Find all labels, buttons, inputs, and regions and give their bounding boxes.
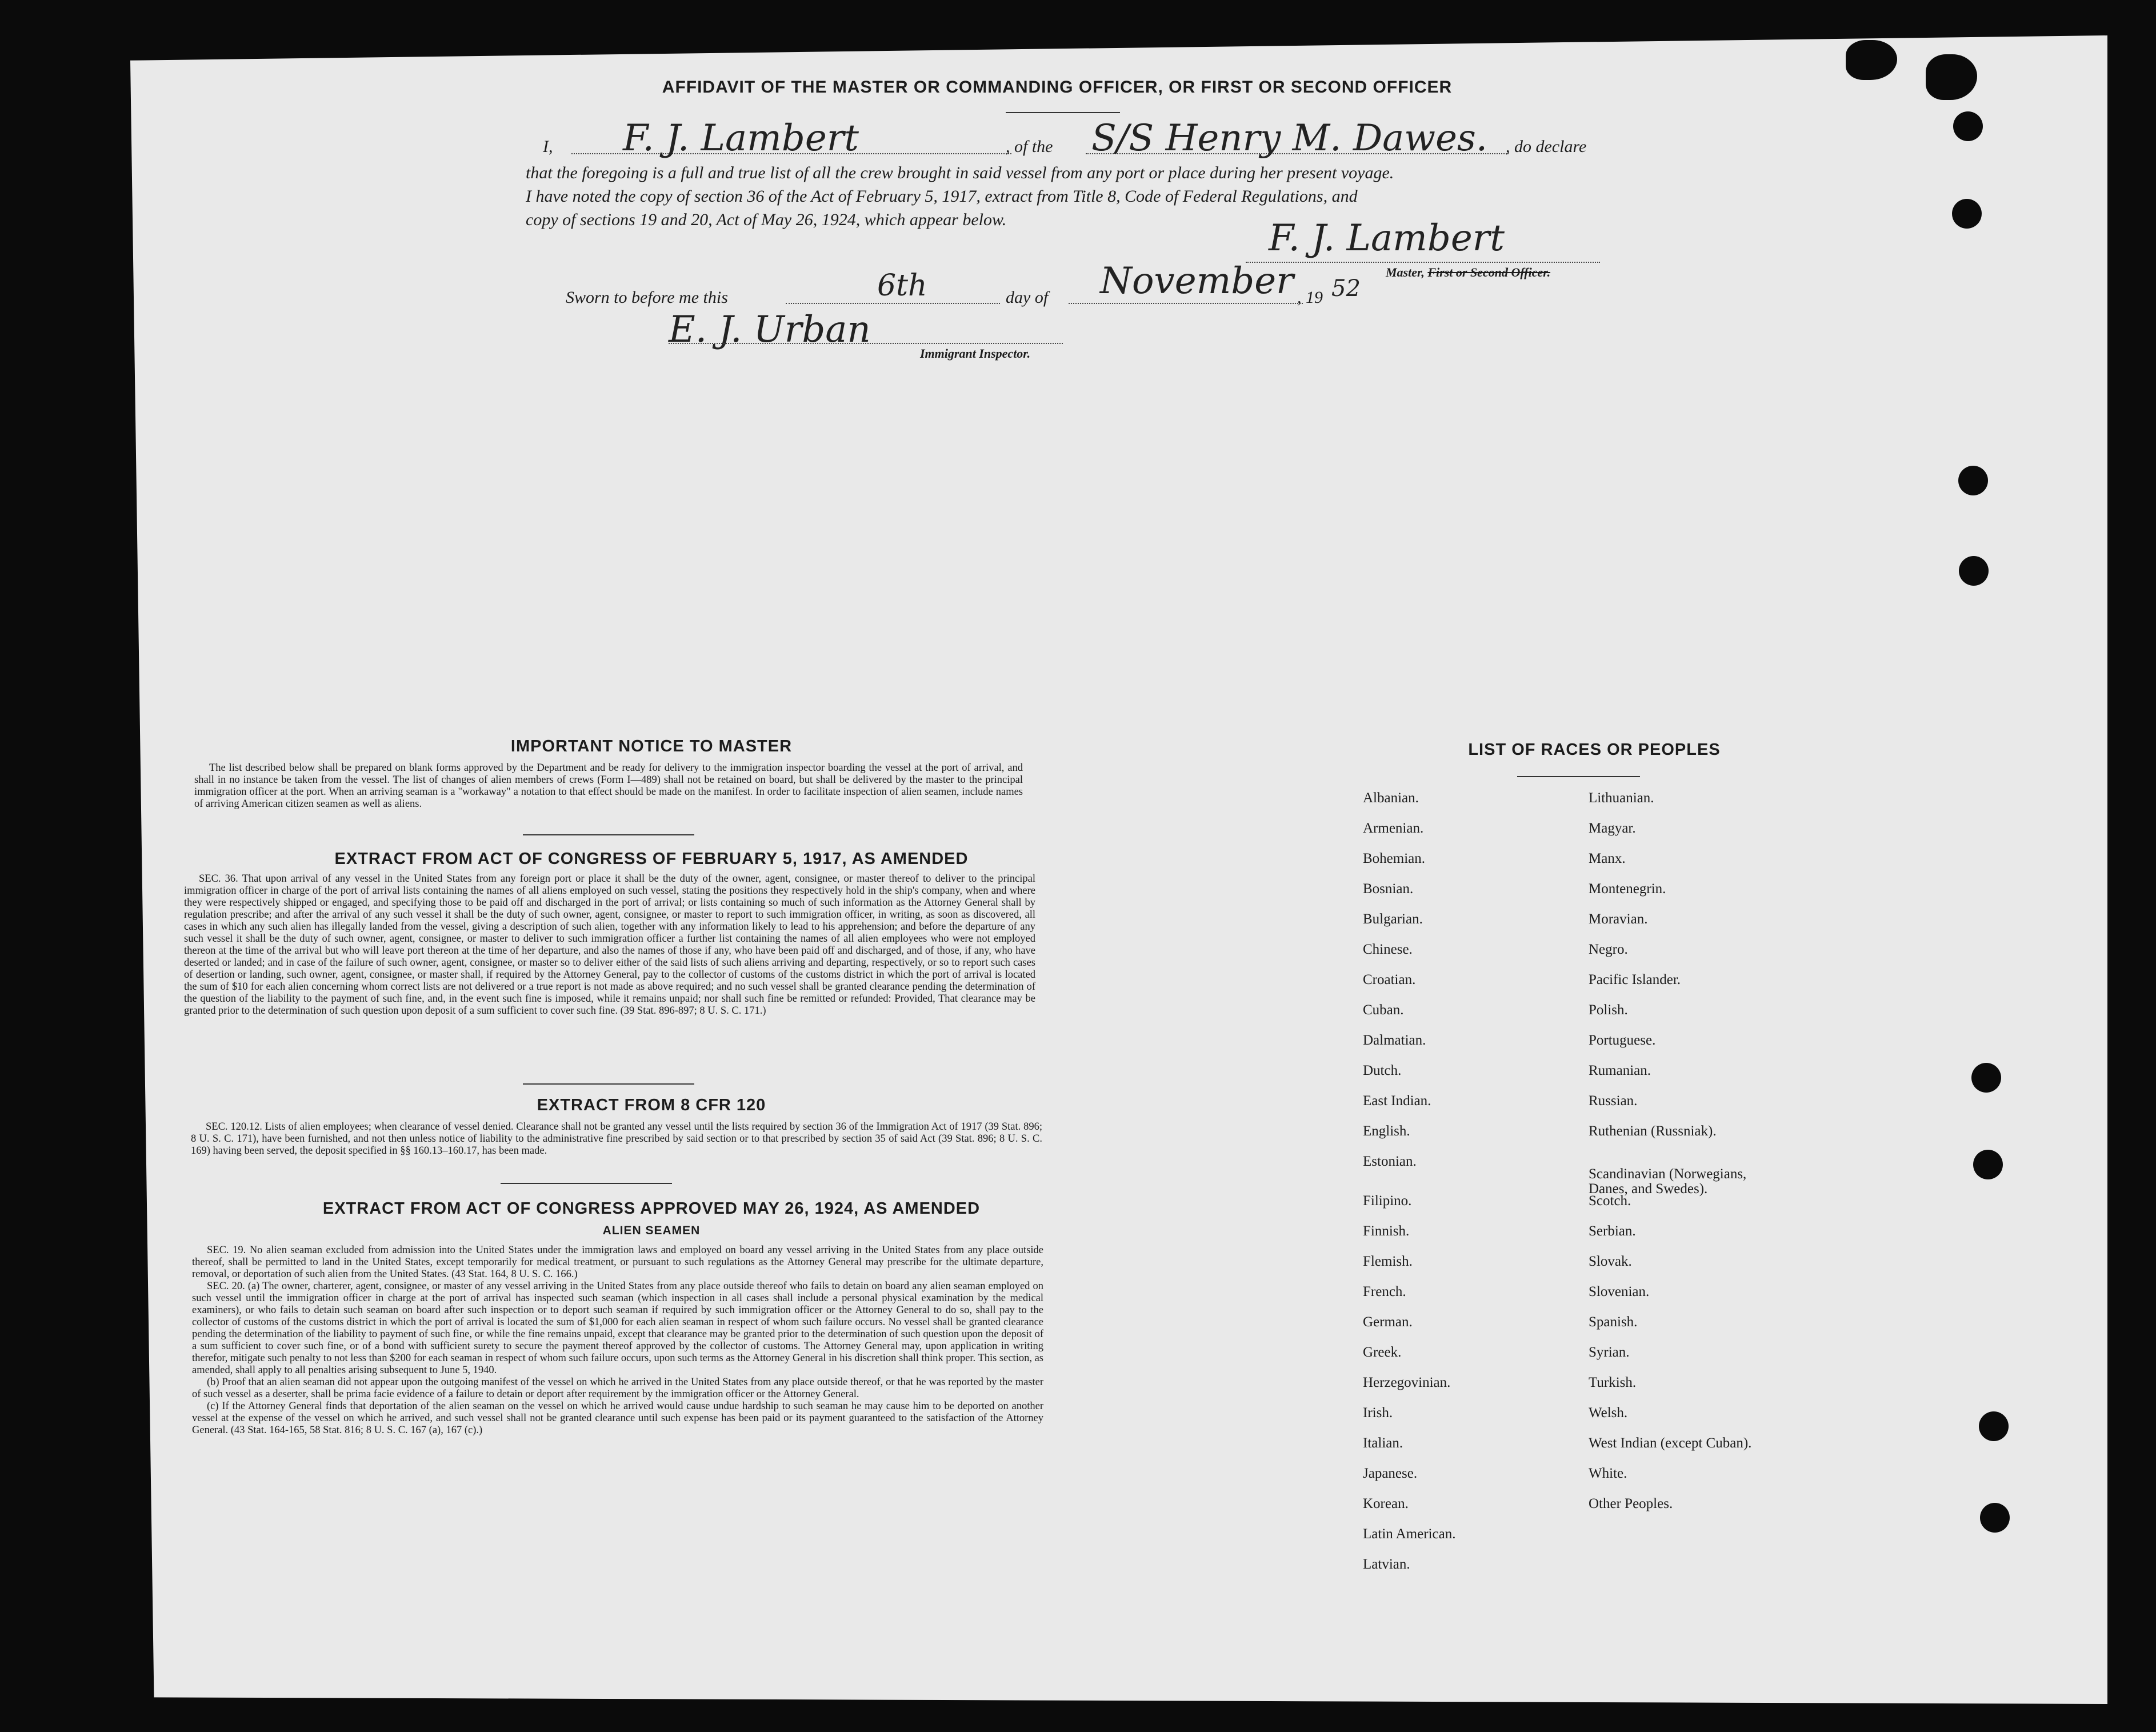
race-item: Other Peoples.: [1589, 1496, 1673, 1511]
punch-hole: [1979, 1411, 2009, 1441]
race-item: Turkish.: [1589, 1375, 1637, 1390]
declaration-line-3: I have noted the copy of section 36 of the Act of February 5, 1917, extract from Title 8, Code of Federal Regulations, and: [526, 187, 1358, 206]
race-item: Montenegrin.: [1589, 881, 1666, 897]
inspector-signature-line: [669, 343, 1063, 344]
punch-hole: [1953, 111, 1983, 141]
inspector-caption: Immigrant Inspector.: [920, 346, 1031, 361]
race-item: Lithuanian.: [1589, 790, 1654, 806]
race-item: Latin American.: [1363, 1526, 1456, 1542]
notice-text: The list described below shall be prepared on blank forms approved by the Department and be ready for delivery to the immigration inspector boarding the vessel at the port of arrival, and shall in no instance be taken from the vessel. The list of changes of alien members of crews (Form I—489) shall not be retained on board, but shall be delivered by the master to the principal immigration officer at the port. When an arriving seaman is a "workaway" a notation to that effect should be made on the manifest. In order to facilitate inspection of alien seamen, include names of arriving American citizen seamen as well as aliens.: [194, 762, 1023, 810]
race-item: German.: [1363, 1314, 1413, 1330]
race-item: Flemish.: [1363, 1254, 1413, 1269]
race-item: Irish.: [1363, 1405, 1393, 1421]
punch-hole: [1952, 199, 1982, 229]
declaration-line-2: that the foregoing is a full and true list of all the crew brought in said vessel from any port or place during her present voyage.: [526, 163, 1394, 182]
title-rule: [1006, 112, 1120, 113]
race-item: Dutch.: [1363, 1063, 1402, 1078]
race-item: Slovenian.: [1589, 1284, 1650, 1299]
race-item: Serbian.: [1589, 1223, 1636, 1239]
master-signature: F. J. Lambert: [1269, 217, 1505, 259]
sec-20b-text: (b) Proof that an alien seaman did not appear upon the outgoing manifest of the vessel on which he arrived in the United States from any place outside thereof, or that he was reported by the master of such vessel as a deserter, shall be prima facie evidence of a failure to detain or deport after requirement by the immigration officer or the Attorney General.: [192, 1377, 1043, 1400]
race-item: Herzegovinian.: [1363, 1375, 1451, 1390]
race-item: Pacific Islander.: [1589, 972, 1681, 987]
punch-hole: [1980, 1503, 2010, 1533]
race-item: Finnish.: [1363, 1223, 1410, 1239]
sec-20c-text: (c) If the Attorney General finds that deportation of the alien seaman on the vessel on which he arrived would cause undue hardship to such seaman he may cause him to be deported on another vessel at the expense of the vessel on which he arrived, and such vessel shall not be granted clearance until such expense has been paid or its payment guaranteed to the satisfaction of the Attorney General. (43 Stat. 164-165, 58 Stat. 816; 8 U. S. C. 167 (a), 167 (c).): [192, 1401, 1043, 1436]
race-item: East Indian.: [1363, 1093, 1431, 1109]
race-item: Japanese.: [1363, 1466, 1418, 1481]
race-item: Rumanian.: [1589, 1063, 1651, 1078]
race-item: Latvian.: [1363, 1557, 1410, 1572]
master-caption-prefix: Master,: [1386, 265, 1425, 279]
sec-36-text: SEC. 36. That upon arrival of any vessel in the United States from any foreign port or place it shall be the duty of the owner, agent, consignee, or master thereof to deliver to the principal immigration officer in charge of the port of arrival lists containing the names of all aliens employed on such vessel, stating the positions they respectively hold in the ship's company, when and where they were respectively shipped or engaged, and specifying those to be paid off and discharged in the port of arrival; or lists containing so much of such information as the Attorney General shall by regulation prescribe; and after the arrival of any such vessel it shall be the duty of such owner, agent, consignee, or master to report to such immigration officer, in writing, as soon as discovered, all cases in which any such alien has illegally landed from the vessel, giving a description of such alien, together with any information likely to lead to his apprehension; and before the departure of any such vessel it shall be the duty of such owner, agent, consignee, or master to deliver to such immigration officer a further list containing the names of all alien employees who were not employed thereon at the time of the arrival but who will leave port thereon at the time of her departure, and also the names of those if any, who have been paid off and discharged, and of those, if any, who have deserted or landed; and in case of the failure of such owner, agent, consignee, or master so to deliver either of the said lists of such aliens arriving and departing, respectively, or so to report such cases of desertion or landing, such owner, agent, consignee, or master shall, if required by the Attorney General, pay to the collector of customs of the customs district in which the port of arrival is located the sum of $10 for each alien concerning whom correct lists are not delivered or a true report is not made as above required; and no such vessel shall be granted clearance pending the determination of the question of the liability to the payment of such fine, and, in the event such fine is imposed, while it remains unpaid; nor shall such fine be remitted or refunded: Provided, That clearance may be granted prior to the determination of such question upon deposit of a sum sufficient to cover such fine. (39 Stat. 896-897; 8 U. S. C. 171.): [184, 873, 1035, 1017]
sec-19-text: SEC. 19. No alien seaman excluded from admission into the United States under the immigration laws and employed on board any vessel arriving in the United States from any place outside thereof, shall be permitted to land in the United States, except temporarily for medical treatment, or pursuant to such regulations as the Attorney General may prescribe for the ultimate departure, removal, or deportation of such alien from the United States. (43 Stat. 164, 8 U. S. C. 166.): [192, 1245, 1043, 1280]
year-prefix: , 19: [1297, 288, 1323, 307]
extract-1917-title: EXTRACT FROM ACT OF CONGRESS OF FEBRUARY 5, 1917, AS AMENDED: [334, 850, 969, 868]
races-rule: [1517, 776, 1640, 777]
notice-title: IMPORTANT NOTICE TO MASTER: [510, 737, 793, 755]
notice-body: [194, 762, 1023, 810]
race-item: Slovak.: [1589, 1254, 1632, 1269]
race-item: Bulgarian.: [1363, 911, 1423, 927]
declaration-i-label: I,: [543, 137, 553, 156]
year-handwritten: 52: [1331, 275, 1361, 302]
sworn-day-line: [786, 303, 1000, 304]
affidavit-title: AFFIDAVIT OF THE MASTER OR COMMANDING OFFICER, OR FIRST OR SECOND OFFICER: [662, 78, 1453, 97]
inspector-signature: E. J. Urban: [669, 309, 871, 351]
master-caption-struck: First or Second Officer.: [1427, 265, 1551, 279]
section-rule: [523, 1083, 694, 1085]
extract-1917-body: [184, 873, 1035, 1017]
sworn-month-line: [1069, 303, 1303, 304]
race-item: Scotch.: [1589, 1193, 1631, 1209]
race-item: Armenian.: [1363, 821, 1424, 836]
race-item: Bohemian.: [1363, 851, 1426, 866]
race-item: Manx.: [1589, 851, 1626, 866]
alien-seamen-subtitle: ALIEN SEAMEN: [602, 1224, 701, 1237]
master-name-handwritten: F. J. Lambert: [623, 117, 859, 159]
punch-hole: [1973, 1150, 2003, 1179]
race-item: Polish.: [1589, 1002, 1628, 1018]
race-item: Danes, and Swedes).: [1589, 1181, 1708, 1197]
race-item: White.: [1589, 1466, 1627, 1481]
race-item: Moravian.: [1589, 911, 1648, 927]
race-item: Dalmatian.: [1363, 1033, 1426, 1048]
race-item: Bosnian.: [1363, 881, 1414, 897]
race-item: Portuguese.: [1589, 1033, 1656, 1048]
extract-1924-title: EXTRACT FROM ACT OF CONGRESS APPROVED MAY 26, 1924, AS AMENDED: [322, 1199, 981, 1218]
extract-1924-body: [192, 1245, 1043, 1437]
race-item: Albanian.: [1363, 790, 1419, 806]
punch-hole: [1958, 466, 1988, 495]
race-item: English.: [1363, 1123, 1410, 1139]
race-item: Magyar.: [1589, 821, 1636, 836]
section-rule: [501, 1183, 672, 1184]
races-title: LIST OF RACES OR PEOPLES: [1468, 741, 1721, 759]
race-item: Negro.: [1589, 942, 1628, 957]
cfr-body: [191, 1121, 1042, 1157]
sworn-label: Sworn to before me this: [566, 288, 728, 307]
section-rule: [523, 834, 694, 835]
race-item: Filipino.: [1363, 1193, 1412, 1209]
race-item: Syrian.: [1589, 1345, 1630, 1360]
do-declare-label: , do declare: [1506, 137, 1587, 156]
race-item: Korean.: [1363, 1496, 1409, 1511]
race-item: West Indian (except Cuban).: [1589, 1435, 1752, 1451]
master-caption: [1386, 265, 1550, 280]
race-item: Spanish.: [1589, 1314, 1638, 1330]
of-the-label: , of the: [1006, 137, 1053, 156]
cfr-title: EXTRACT FROM 8 CFR 120: [537, 1096, 766, 1114]
sworn-month-handwritten: November: [1100, 260, 1294, 302]
race-item: French.: [1363, 1284, 1406, 1299]
race-item: Italian.: [1363, 1435, 1403, 1451]
race-item: Cuban.: [1363, 1002, 1404, 1018]
sworn-day-handwritten: 6th: [877, 269, 927, 303]
punch-hole: [1971, 1063, 2001, 1093]
vessel-name-handwritten: S/S Henry M. Dawes.: [1091, 117, 1488, 159]
race-item: Russian.: [1589, 1093, 1638, 1109]
master-signature-line: [1246, 262, 1600, 263]
race-item: Estonian.: [1363, 1154, 1417, 1169]
race-item: Chinese.: [1363, 942, 1413, 957]
race-item: Greek.: [1363, 1345, 1402, 1360]
day-of-label: day of: [1006, 288, 1049, 307]
sec-20a-text: SEC. 20. (a) The owner, charterer, agent, consignee, or master of any vessel arriving in the United States from any place outside thereof who fails to detain on board any alien seaman employed on such vessel until the immigration officer in charge at the port of arrival has inspected such seaman (which inspection in all cases shall include a personal physical examination by the medical examiners), or who fails to detain such seaman on board after such inspection or to deport such seaman if required by such immigration officer or the Attorney General to do so, shall pay to the collector of customs of the customs district in which the port of arrival is located the sum of $1,000 for each alien seaman in respect of whom such failure occurs. No vessel shall be granted clearance pending the determination of the liability to payment of such fine, or while the fine remains unpaid, except that clearance may be granted prior to the determination of such question upon the deposit of a sum sufficient to cover such fine, or of a bond with sufficient surety to secure the payment thereof approved by the collector of customs. The Attorney General may, upon application in writing therefor, mitigate such penalty to not less than $200 for each seaman in respect of whom such failure occurs, upon such terms as the Attorney General in his discretion shall think proper. This section, as amended, shall apply to all penalties arising subsequent to June 5, 1940.: [192, 1281, 1043, 1376]
race-item: Croatian.: [1363, 972, 1416, 987]
declaration-line-4: copy of sections 19 and 20, Act of May 26, 1924, which appear below.: [526, 210, 1007, 229]
race-item: Welsh.: [1589, 1405, 1628, 1421]
race-item: Ruthenian (Russniak).: [1589, 1123, 1717, 1139]
punch-hole: [1959, 556, 1989, 586]
race-item: Scandinavian (Norwegians,: [1589, 1166, 1747, 1182]
sec-120-12-text: SEC. 120.12. Lists of alien employees; when clearance of vessel denied. Clearance shall not be granted any vessel until the lists required by section 36 of the Immigration Act of 1917 (39 Stat. 896; 8 U. S. C. 171), have been furnished, and not then unless notice of liability to the administrative fine prescribed by said section or to that prescribed by section 35 of said Act (39 Stat. 896; 8 U. S. C. 169) having been served, the deposit specified in §§ 160.13–160.17, has been made.: [191, 1121, 1042, 1157]
